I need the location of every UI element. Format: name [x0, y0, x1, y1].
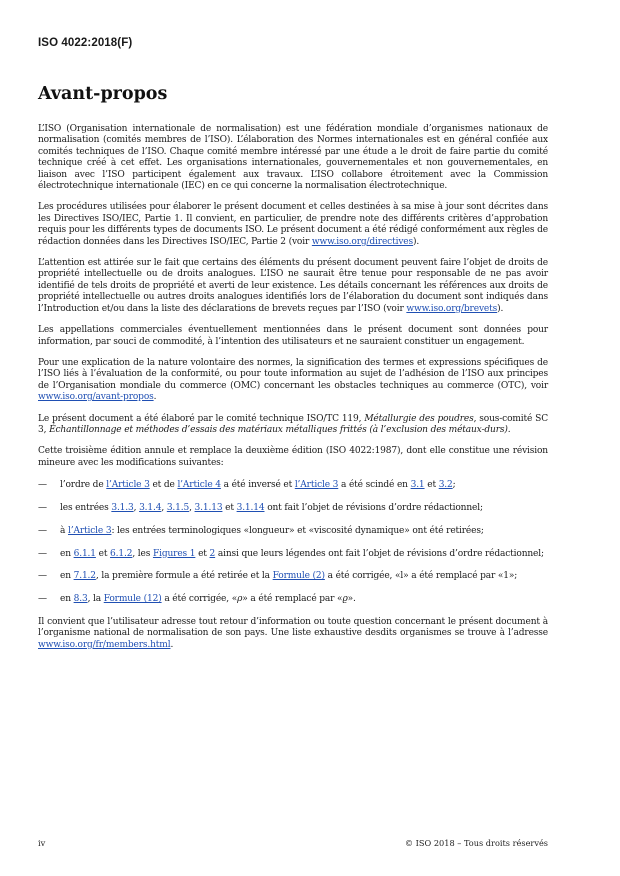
subcommittee-title: Échantillonnage et méthodes d’essais des matériaux métalliques frittés (à l’exclusion des métaux-durs) — [49, 424, 508, 435]
paragraph-voluntary-nature — [38, 358, 548, 404]
text: Il convient que l’utilisateur adresse tout retour d’information ou toute question concernant le présent document à l’organisme national de normalisation de son pays. Une liste exhaustive desdits organismes se trouve à l’adresse — [38, 616, 548, 639]
list-item — [38, 594, 548, 605]
text: ). — [413, 236, 420, 247]
text: l’ordre de — [60, 480, 107, 491]
link-avant-propos[interactable]: www.iso.org/avant-propos — [38, 392, 154, 403]
foreword-body — [38, 124, 548, 661]
link-figure-2[interactable]: 2 — [209, 548, 216, 559]
committee-title: Métallurgie des poudres — [364, 413, 474, 424]
dash-bullet: — — [38, 480, 47, 491]
link-3-1-3[interactable]: 3.1.3 — [111, 502, 134, 513]
list-item — [38, 503, 548, 514]
link-formule-2[interactable]: Formule (2) — [272, 571, 325, 582]
text: ». — [347, 594, 356, 605]
link-8-3[interactable]: 8.3 — [73, 594, 88, 605]
modifications-list — [38, 480, 548, 605]
link-3-1-5[interactable]: 3.1.5 — [166, 502, 190, 513]
link-figures-1[interactable]: Figures 1 — [152, 548, 196, 559]
text: a été corrigée, « — [161, 594, 238, 605]
link-article-4[interactable]: l’Article 4 — [177, 480, 221, 491]
text: Le présent document a été élaboré par le comité technique ISO/TC 119, — [38, 413, 365, 424]
list-item — [38, 571, 548, 582]
text: L’attention est attirée sur le fait que certains des éléments du présent document peuvent faire l’objet de droits de propriété intellectuelle ou de droits analogues. L’ISO ne saurait être tenue pour responsable de ne pas avoir identifié de tels droits de propriété et averti de leur existence. Les détails concernant les références aux droits de propriété intellectuelle ou autres droits analogues identifiés lors de l’élaboration du document sont indiqués dans l’Introduction et/ou dans la liste des déclarations de brevets reçues par l’ISO (voir — [38, 258, 548, 314]
link-article-3[interactable]: l’Article 3 — [67, 525, 112, 536]
text: Les procédures utilisées pour élaborer le présent document et celles destinées à sa mise à jour sont décrites dans les Directives ISO/IEC, Partie 1. Il convient, en particulier, de prendre note des différents critères d’approbation requis pour les différents types de documents ISO. Le présent document a été rédigé conformément aux règles de rédaction données dans les Directives ISO/IEC, Partie 2 (voir — [38, 202, 548, 247]
symbol-varrho: ϱ — [342, 594, 348, 605]
link-6-1-1[interactable]: 6.1.1 — [73, 548, 96, 559]
text: et — [424, 480, 439, 491]
paragraph-trade-names: Les appellations commerciales éventuellement mentionnées dans le présent document sont données pour information, par souci de commodité, à l’intention des utilisateurs et ne sauraient constituer un engagement. — [38, 325, 548, 347]
dash-bullet: — — [38, 525, 47, 536]
text: ont fait l’objet de révisions d’ordre rédactionnel; — [264, 502, 483, 513]
text: en — [60, 594, 74, 605]
link-6-1-2[interactable]: 6.1.2 — [110, 548, 133, 559]
link-3-2[interactable]: 3.2 — [438, 480, 453, 491]
paragraph-iso-intro: L’ISO (Organisation internationale de normalisation) est une fédération mondiale d’organismes nationaux de normalisation (comités membres de l’ISO). L’élaboration des Normes internationales est en général confiée aux comités techniques de l’ISO. Chaque comité membre intéressé par une étude a le droit de faire partie du comité technique créé à cet effet. Les organisations internationales, gouvernementales et non gouvernementales, en liaison avec l’ISO participent également aux travaux. L’ISO collabore étroitement avec la Commission électrotechnique internationale (IEC) en ce qui concerne la normalisation électrotechnique. — [38, 124, 548, 192]
text: et — [95, 548, 111, 559]
page-number: iv — [38, 838, 46, 848]
list-item — [38, 526, 548, 537]
link-members[interactable]: www.iso.org/fr/members.html — [38, 639, 171, 650]
dash-bullet: — — [38, 594, 47, 605]
text: . — [170, 639, 174, 650]
text: , — [133, 502, 140, 513]
paragraph-edition: Cette troisième édition annule et remplace la deuxième édition (ISO 4022:1987), dont elle constitue une révision mineure avec les modifications suivantes: — [38, 446, 548, 468]
copyright-notice: © ISO 2018 – Tous droits réservés — [404, 838, 548, 848]
text: à — [60, 525, 68, 536]
text: , — [161, 502, 167, 513]
page-title: Avant-propos — [38, 84, 168, 104]
dash-bullet: — — [38, 502, 47, 513]
text: et — [195, 548, 210, 559]
link-article-3[interactable]: l’Article 3 — [294, 480, 339, 491]
text: les entrées — [60, 502, 112, 513]
text: , la — [87, 594, 104, 605]
link-article-3[interactable]: l’Article 3 — [106, 480, 150, 491]
text: et — [222, 502, 237, 513]
link-3-1-13[interactable]: 3.1.13 — [194, 502, 223, 513]
list-item — [38, 549, 548, 560]
paragraph-committee — [38, 414, 548, 437]
paragraph-feedback — [38, 617, 548, 651]
paragraph-procedures — [38, 202, 548, 248]
text: , sous-comité SC 3, — [38, 413, 549, 435]
text: . — [153, 392, 157, 403]
link-7-1-2[interactable]: 7.1.2 — [73, 571, 96, 582]
text: , les — [132, 548, 153, 559]
link-directives[interactable]: www.iso.org/directives — [311, 236, 413, 247]
link-formule-12[interactable]: Formule (12) — [103, 594, 162, 605]
link-3-1[interactable]: 3.1 — [410, 480, 425, 491]
text: Pour une explication de la nature volontaire des normes, la signification des termes et expressions spécifiques de l’ISO liés à l’évaluation de la conformité, ou pour toute information au sujet de l’adhésion de l’ISO aux principes de l’Organisation mondiale du commerce (OMC) concernant les obstacles techniques au commerce (OTC), voir — [38, 357, 548, 391]
text: , la première formule a été retirée et la — [95, 571, 273, 582]
text: , — [189, 502, 195, 513]
text: a été inversé et — [220, 480, 295, 491]
link-3-1-14[interactable]: 3.1.14 — [236, 502, 265, 513]
text: en — [60, 571, 74, 582]
paragraph-patents — [38, 258, 548, 315]
text: ; — [452, 480, 456, 491]
symbol-rho: ρ — [237, 594, 243, 605]
text: » a été remplacé par « — [242, 594, 343, 605]
dash-bullet: — — [38, 571, 47, 582]
text: . — [507, 424, 511, 435]
document-id: ISO 4022:2018(F) — [38, 37, 133, 49]
link-3-1-4[interactable]: 3.1.4 — [139, 502, 162, 513]
text: a été corrigée, «l» a été remplacé par «1»; — [324, 571, 518, 582]
text: et de — [149, 480, 178, 491]
list-item — [38, 480, 548, 491]
text: ). — [497, 303, 504, 314]
text: ainsi que leurs légendes ont fait l’objet de révisions d’ordre rédactionnel; — [215, 548, 544, 559]
text: : les entrées terminologiques «longueur» et «viscosité dynamique» ont été retirées; — [111, 525, 484, 536]
text: a été scindé en — [338, 480, 411, 491]
text: en — [60, 548, 74, 559]
dash-bullet: — — [38, 548, 47, 559]
link-brevets[interactable]: www.iso.org/brevets — [406, 303, 498, 314]
